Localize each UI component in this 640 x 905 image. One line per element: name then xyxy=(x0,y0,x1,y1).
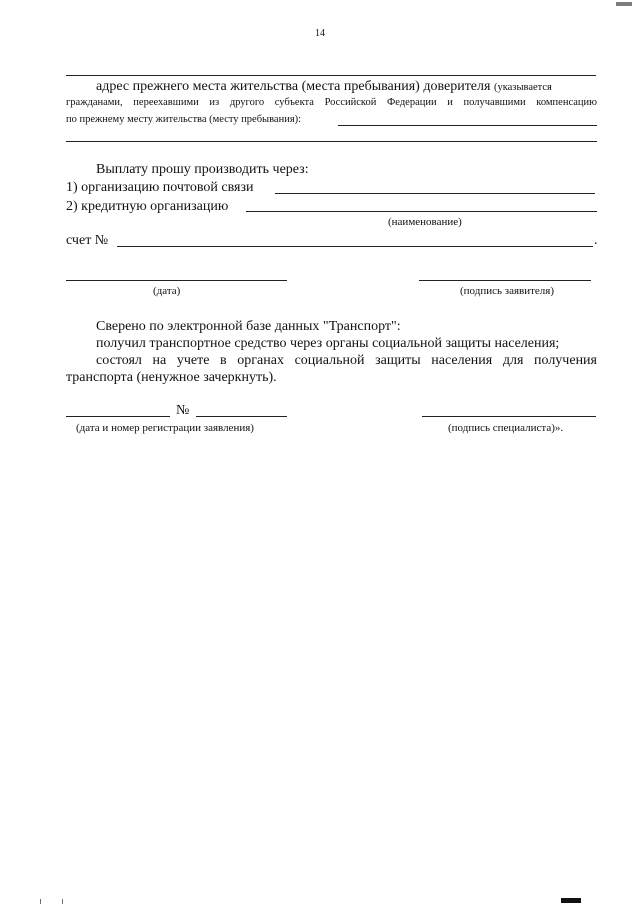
specialist-signature-caption: (подпись специалиста)». xyxy=(448,422,564,434)
verification-line1: получил транспортное средство через органы социальной защиты населения; xyxy=(96,336,560,351)
previous-address-note-start: (указывается xyxy=(493,82,552,93)
registration-number-blank xyxy=(196,416,287,417)
top-blank-line xyxy=(66,75,596,76)
payment-option-post-blank xyxy=(275,193,595,194)
verification-line2: состоял на учете в органах социальной защиты населения для получения xyxy=(96,353,597,368)
registration-date-blank xyxy=(66,416,170,417)
account-number-blank xyxy=(117,246,593,247)
applicant-signature-blank xyxy=(419,280,591,281)
payment-heading: Выплату прошу производить через: xyxy=(96,162,309,177)
account-label: счет № xyxy=(66,233,109,248)
account-end-dot: . xyxy=(594,233,598,248)
specialist-signature-blank xyxy=(422,416,596,417)
previous-address-note-line2: гражданами, переехавшими из другого субъекта Российской Федерации и получавшими компенсацию xyxy=(66,97,597,108)
page-number: 14 xyxy=(315,28,325,39)
previous-address-line1 xyxy=(96,78,596,95)
date-caption: (дата) xyxy=(153,285,181,297)
bank-name-caption: (наименование) xyxy=(388,216,462,228)
registration-caption: (дата и номер регистрации заявления) xyxy=(76,422,254,434)
applicant-signature-caption: (подпись заявителя) xyxy=(460,285,555,297)
scan-mark-top-right xyxy=(616,2,632,6)
verification-heading: Сверено по электронной базе данных "Транспорт": xyxy=(96,319,401,334)
previous-address-note-line3: по прежнему месту жительства (месту пребывания): xyxy=(66,114,302,125)
previous-address-blank-2 xyxy=(66,141,597,142)
scan-mark-bottom-right xyxy=(561,898,581,903)
previous-address-label: адрес прежнего места жительства (места пребывания) доверителя xyxy=(96,79,491,94)
scan-mark-bottom-left-2 xyxy=(62,899,63,904)
date-blank xyxy=(66,280,287,281)
registration-number-sign: № xyxy=(176,403,190,418)
payment-option-bank-blank xyxy=(246,211,597,212)
scan-mark-bottom-left-1 xyxy=(40,899,41,904)
previous-address-blank-1 xyxy=(338,125,597,126)
payment-option-bank: 2) кредитную организацию xyxy=(66,199,229,214)
verification-line3: транспорта (ненужное зачеркнуть). xyxy=(66,370,277,385)
payment-option-post: 1) организацию почтовой связи xyxy=(66,180,254,195)
